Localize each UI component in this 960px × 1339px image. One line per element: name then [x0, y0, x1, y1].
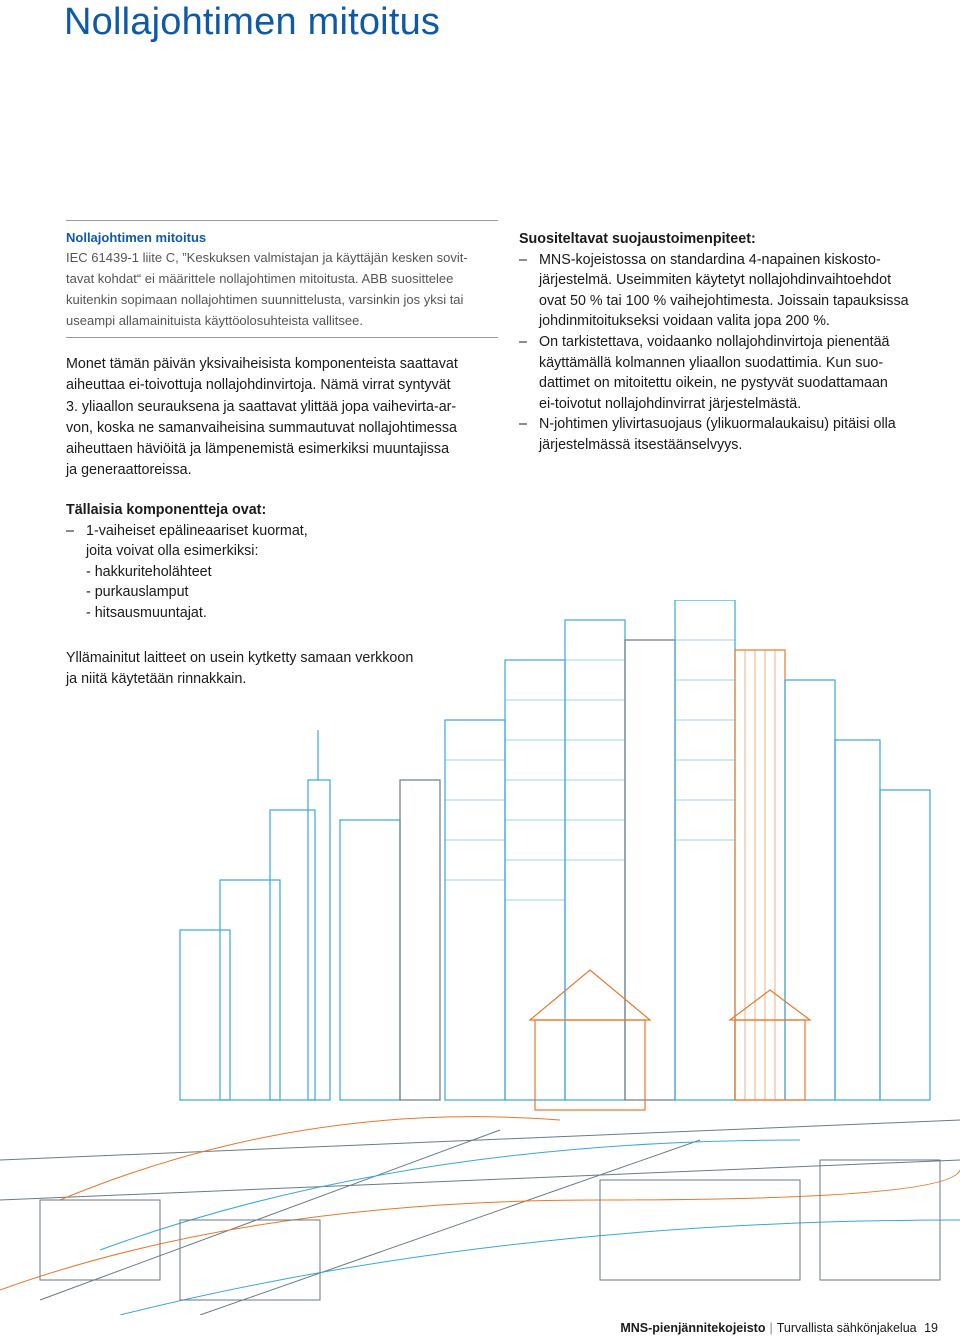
sidebar-line: useampi allamainituista käyttöolosuhteista vallitsee. [66, 313, 363, 328]
item-line: dattimet on mitoitettu oikein, ne pystyvät suodattamaan [539, 375, 888, 392]
skyline-buildings [180, 600, 930, 1110]
footer-product: MNS-pienjännitekojeisto [620, 1321, 766, 1335]
list-item-line: 1-vaiheiset epälineaariset kuormat, [86, 522, 308, 539]
page-footer [620, 1321, 938, 1335]
dash-bullet: – [519, 416, 527, 433]
dash-bullet: – [519, 333, 527, 350]
page-title: Nollajohtimen mitoitus [64, 1, 441, 43]
recommendations-section [519, 229, 939, 456]
recommendations-heading: Suositeltavat suojaustoimenpiteet: [519, 231, 756, 247]
paragraph-line: Monet tämän päivän yksivaiheisista komponenteista saattavat [66, 356, 458, 372]
dash-bullet: – [66, 522, 74, 539]
item-line: N-johtimen ylivirtasuojaus (ylikuormalaukaisu) pitäisi olla [539, 416, 896, 433]
dash-bullet: – [519, 251, 527, 268]
sidebar-info-box [66, 220, 498, 338]
components-heading: Tällaisia komponentteja ovat: [66, 502, 267, 518]
paragraph-line: aiheuttaa ei-toivottuja nollajohdinvirtoja. Nämä virrat syntyvät [66, 377, 451, 394]
city-skyline-illustration [0, 600, 960, 1315]
paragraph-line: 3. yliaallon seurauksena ja saattavat ylittää jopa vaihevirta-ar- [66, 398, 457, 415]
paragraph-line: von, koska ne samanvaiheisina summautuvat nollajohtimessa [66, 419, 457, 436]
list-item-line: joita voivat olla esimerkiksi: [86, 543, 259, 560]
recommendation-item [519, 414, 939, 455]
recommendation-item [519, 250, 939, 332]
sidebar-line: IEC 61439-1 liite C, ”Keskuksen valmistajan ja käyttäjän kesken sovit- [66, 250, 468, 265]
item-line: On tarkistettava, voidaanko nollajohdinvirtoja pienentää [539, 333, 890, 350]
sidebar-title: Nollajohtimen mitoitus [66, 230, 207, 245]
item-line: järjestelmässä itsestäänselvyys. [539, 436, 743, 453]
footer-separator: | [769, 1321, 773, 1335]
recommendation-item [519, 332, 939, 414]
paragraph-line: ja generaattoreissa. [66, 462, 192, 479]
sub-item: - hitsausmuuntajat. [86, 604, 207, 621]
item-line: ei-toivotut nollajohdinvirrat järjestelmästä. [539, 395, 802, 412]
main-paragraph [66, 354, 498, 482]
sidebar-line: kuitenkin sopimaan nollajohtimen suunnittelusta, varsinkin jos yksi tai [66, 292, 464, 307]
sub-item: - hakkuriteholähteet [86, 563, 212, 580]
item-line: käyttämällä kolmannen yliaallon suodattimia. Kun suo- [539, 354, 884, 371]
industrial-foreground [0, 1117, 960, 1315]
item-line: MNS-kojeistossa on standardina 4-napainen kiskosto- [539, 251, 881, 268]
paragraph-line: aiheuttaen häviöitä ja lämpenemistä esimerkiksi muuntajissa [66, 441, 450, 458]
note-line: ja niitä käytetään rinnakkain. [66, 670, 247, 687]
item-line: ovat 50 % tai 100 % vaihejohtimesta. Joissain tapauksissa [539, 292, 909, 309]
footer-section: Turvallista sähkönjakelua [776, 1321, 917, 1335]
item-line: johdinmitoitukseksi voidaan valita jopa 200 %. [539, 313, 830, 330]
page-number: 19 [924, 1321, 938, 1335]
sidebar-line: tavat kohdat“ ei määrittele nollajohtimen mitoitusta. ABB suosittelee [66, 271, 454, 286]
sub-item: - purkauslamput [86, 584, 189, 601]
sidebar-text [66, 247, 498, 331]
item-line: järjestelmä. Useimmiten käytetyt nollajohdinvaihtoehdot [539, 272, 892, 289]
note-line: Yllämainitut laitteet on usein kytketty samaan verkkoon [66, 650, 414, 666]
